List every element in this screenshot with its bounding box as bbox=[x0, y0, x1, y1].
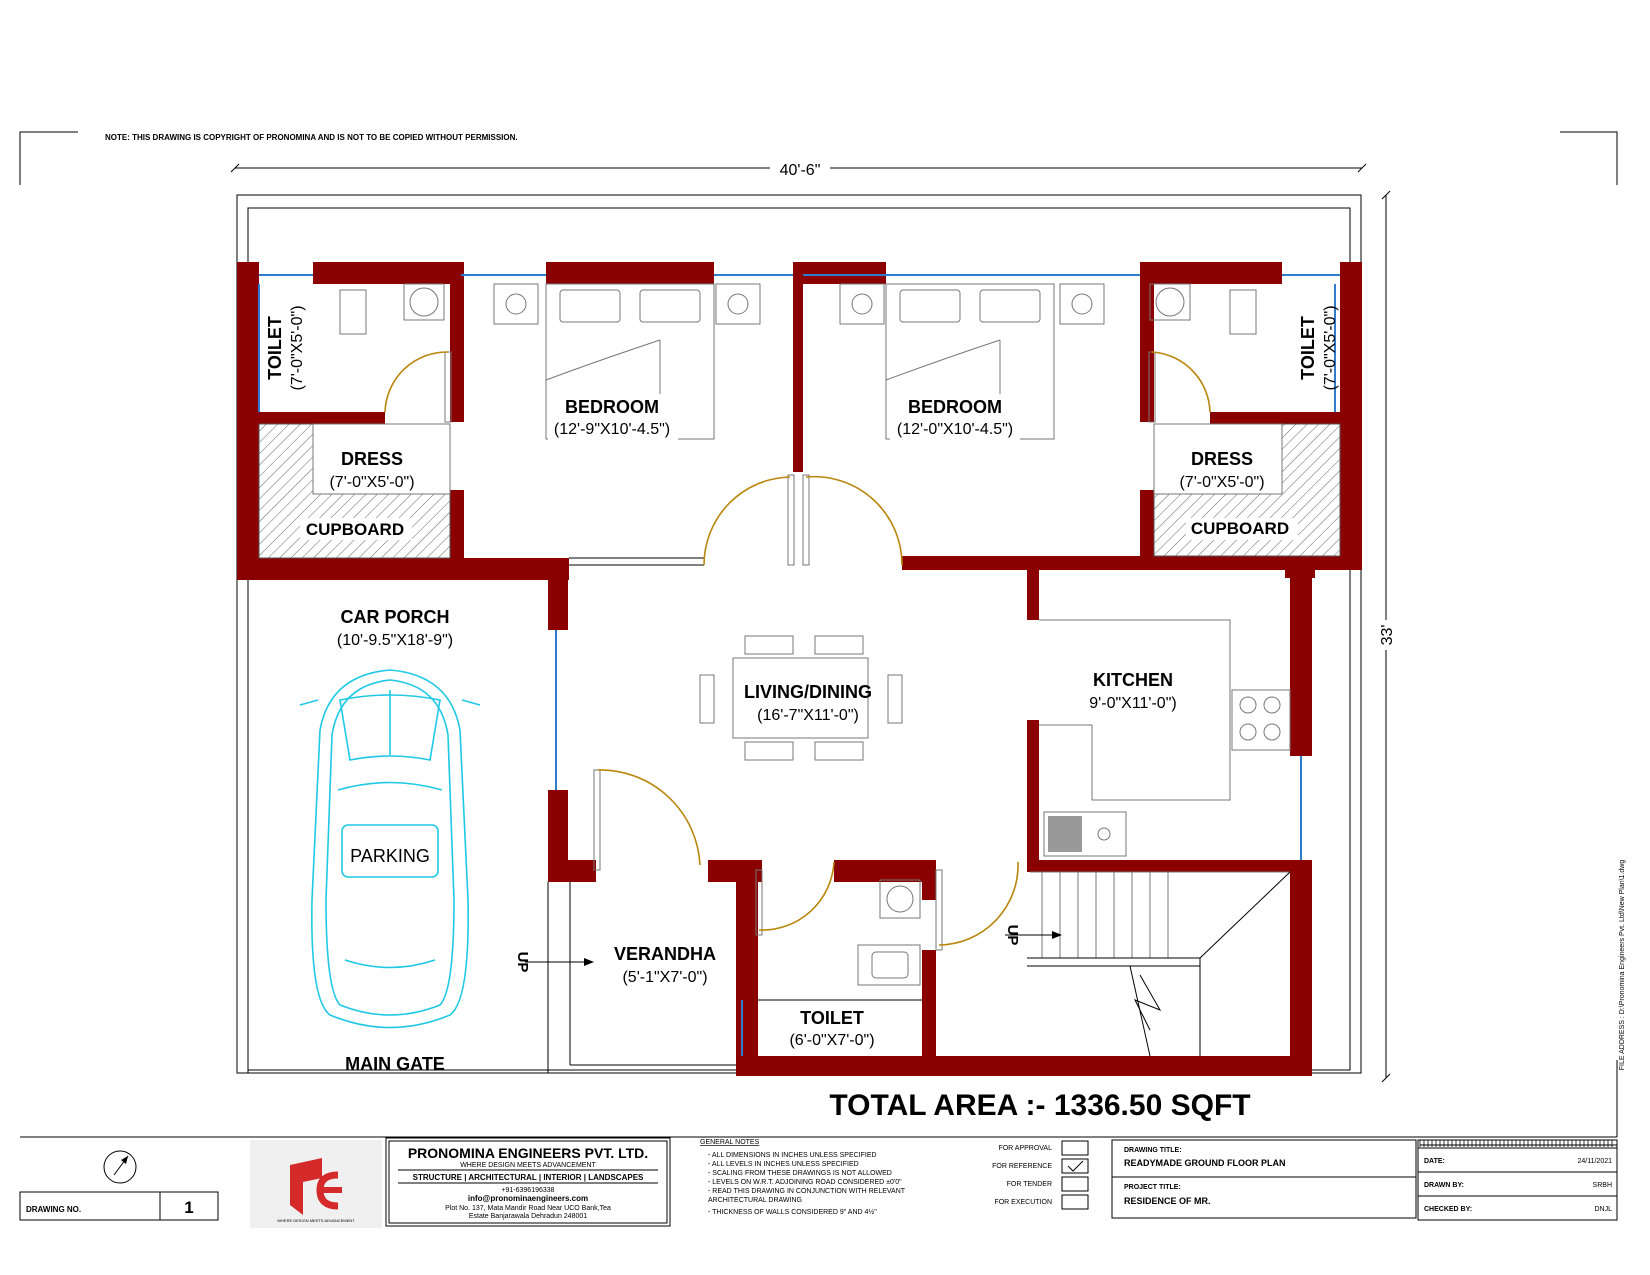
dress-left-size: (7'-0"X5'-0") bbox=[329, 474, 415, 491]
bedroom-right-name: BEDROOM bbox=[908, 397, 1002, 417]
svg-text:FOR TENDER: FOR TENDER bbox=[1006, 1181, 1052, 1188]
dress-right-name: DRESS bbox=[1190, 449, 1254, 469]
total-area: TOTAL AREA :- 1336.50 SQFT bbox=[829, 1089, 1251, 1122]
living-name: LIVING/DINING bbox=[743, 682, 873, 702]
company-services: STRUCTURE | ARCHITECTURAL | INTERIOR | LANDSCAPES bbox=[412, 1173, 644, 1182]
svg-text:- SCALING FROM THESE DRAWINGS: - SCALING FROM THESE DRAWINGS IS NOT ALLOWED bbox=[708, 1170, 892, 1177]
drawing-no-label: DRAWING NO. bbox=[26, 1205, 82, 1214]
bedroom-right-size: (12'-0"X10'-4.5") bbox=[896, 421, 1014, 438]
kitchen-name: KITCHEN bbox=[1093, 670, 1173, 690]
general-notes-title: GENERAL NOTES bbox=[700, 1139, 760, 1146]
project-title-label: PROJECT TITLE: bbox=[1124, 1184, 1181, 1191]
main-gate-label: MAIN GATE bbox=[345, 1054, 445, 1074]
company-name: PRONOMINA ENGINEERS PVT. LTD. bbox=[407, 1145, 649, 1161]
svg-text:FOR REFERENCE: FOR REFERENCE bbox=[992, 1163, 1052, 1170]
svg-text:FOR EXECUTION: FOR EXECUTION bbox=[994, 1199, 1052, 1206]
cupboard-right-label: CUPBOARD bbox=[1190, 519, 1290, 538]
checked-by-label: CHECKED BY: bbox=[1424, 1206, 1473, 1213]
company-tagline: WHERE DESIGN MEETS ADVANCEMENT bbox=[460, 1162, 596, 1169]
svg-text:- READ THIS DRAWING IN CONJUNC: - READ THIS DRAWING IN CONJUNCTION WITH RELEVANT bbox=[708, 1188, 906, 1195]
svg-text:- ALL DIMENSIONS IN INCHES UNL: - ALL DIMENSIONS IN INCHES UNLESS SPECIFIED bbox=[708, 1152, 877, 1159]
svg-text:FOR APPROVAL: FOR APPROVAL bbox=[998, 1145, 1052, 1152]
width-dimension-label: 40'-6" bbox=[779, 162, 821, 179]
up-right-label: UP bbox=[1004, 924, 1021, 946]
toilet-left-size: (7'-0"X5'-0") bbox=[289, 305, 306, 391]
toilet-bottom-name: TOILET bbox=[800, 1008, 864, 1028]
status-checkboxes bbox=[992, 1141, 1088, 1209]
drawn-by-value: SRBH bbox=[1592, 1182, 1612, 1189]
company-address-2: Estate Banjarawala Dehradun 248001 bbox=[468, 1213, 588, 1220]
drawing-title-label: DRAWING TITLE: bbox=[1124, 1147, 1182, 1154]
verandha-name: VERANDHA bbox=[613, 944, 717, 964]
date-value: 24/11/2021 bbox=[1577, 1158, 1612, 1165]
toilet-right-name: TOILET bbox=[1298, 316, 1318, 380]
company-logo-icon bbox=[250, 1140, 382, 1228]
car-porch-name: CAR PORCH bbox=[340, 607, 450, 627]
date-label: DATE: bbox=[1424, 1158, 1445, 1165]
living-size: (16'-7"X11'-0") bbox=[757, 707, 859, 724]
kitchen-counter bbox=[1039, 620, 1290, 856]
toilet-bottom-size: (6'-0"X7'-0") bbox=[789, 1032, 875, 1049]
svg-text:- THICKNESS OF WALLS CONSIDERE: - THICKNESS OF WALLS CONSIDERED 9" AND 4½" bbox=[708, 1209, 877, 1216]
company-phone: +91-6396196338 bbox=[501, 1187, 555, 1194]
toilet-left-name: TOILET bbox=[265, 316, 285, 380]
depth-dimension-label: 33' bbox=[1379, 624, 1396, 646]
svg-text:WHERE DESIGN MEETS ADVANCEMENT: WHERE DESIGN MEETS ADVANCEMENT bbox=[277, 1218, 355, 1223]
svg-text:ARCHITECTURAL DRAWING: ARCHITECTURAL DRAWING bbox=[708, 1197, 802, 1204]
toilet-fixtures-right bbox=[1150, 284, 1256, 334]
project-title: RESIDENCE OF MR. bbox=[1124, 1196, 1211, 1206]
drawing-title: READYMADE GROUND FLOOR PLAN bbox=[1124, 1158, 1286, 1168]
checked-by-value: DNJL bbox=[1594, 1206, 1612, 1213]
svg-text:- ALL LEVELS IN INCHES UNLESS: - ALL LEVELS IN INCHES UNLESS SPECIFIED bbox=[708, 1161, 859, 1168]
kitchen-size: 9'-0"X11'-0") bbox=[1089, 695, 1177, 712]
toilet-fixtures-bottom bbox=[858, 880, 920, 985]
company-address-1: Plot No. 137, Mata Mandir Road Near UCO Bank,Tea bbox=[445, 1205, 611, 1212]
toilet-fixtures-left bbox=[340, 284, 444, 334]
drawing-no: 1 bbox=[184, 1198, 194, 1217]
toilet-right-size: (7'-0"X5'-0") bbox=[1322, 305, 1339, 391]
width-dimension bbox=[231, 160, 1366, 179]
bedroom-left-size: (12'-9"X10'-4.5") bbox=[553, 421, 671, 438]
dress-right-size: (7'-0"X5'-0") bbox=[1179, 474, 1265, 491]
svg-text:- LEVELS ON W.R.T. ADJOINING R: - LEVELS ON W.R.T. ADJOINING ROAD CONSIDERED ±0'0" bbox=[708, 1179, 902, 1186]
parking-label: PARKING bbox=[350, 846, 430, 866]
company-email: info@pronominaengineers.com bbox=[467, 1194, 589, 1203]
file-address: FILE ADDRESS : D:\Pronomina Engineers Pvt. Ltd\New Plan\1.dwg bbox=[1619, 859, 1626, 1071]
bedroom-left-name: BEDROOM bbox=[565, 397, 659, 417]
walls bbox=[237, 262, 1362, 1076]
dress-left-name: DRESS bbox=[340, 449, 404, 469]
drawn-by-label: DRAWN BY: bbox=[1424, 1182, 1464, 1189]
car-porch-size: (10'-9.5"X18'-9") bbox=[336, 632, 454, 649]
general-notes-list bbox=[708, 1152, 906, 1216]
verandha-size: (5'-1"X7'-0") bbox=[622, 969, 708, 986]
ruler-ticks bbox=[1420, 1140, 1612, 1147]
copyright-note: NOTE: THIS DRAWING IS COPYRIGHT OF PRONOMINA AND IS NOT TO BE COPIED WITHOUT PERMISSION. bbox=[105, 133, 518, 142]
title-block bbox=[20, 1060, 1617, 1228]
up-left-label: UP bbox=[514, 951, 531, 973]
check-icon bbox=[1068, 1161, 1083, 1171]
cupboard-left-label: CUPBOARD bbox=[305, 520, 405, 539]
depth-dimension bbox=[1377, 191, 1396, 1082]
